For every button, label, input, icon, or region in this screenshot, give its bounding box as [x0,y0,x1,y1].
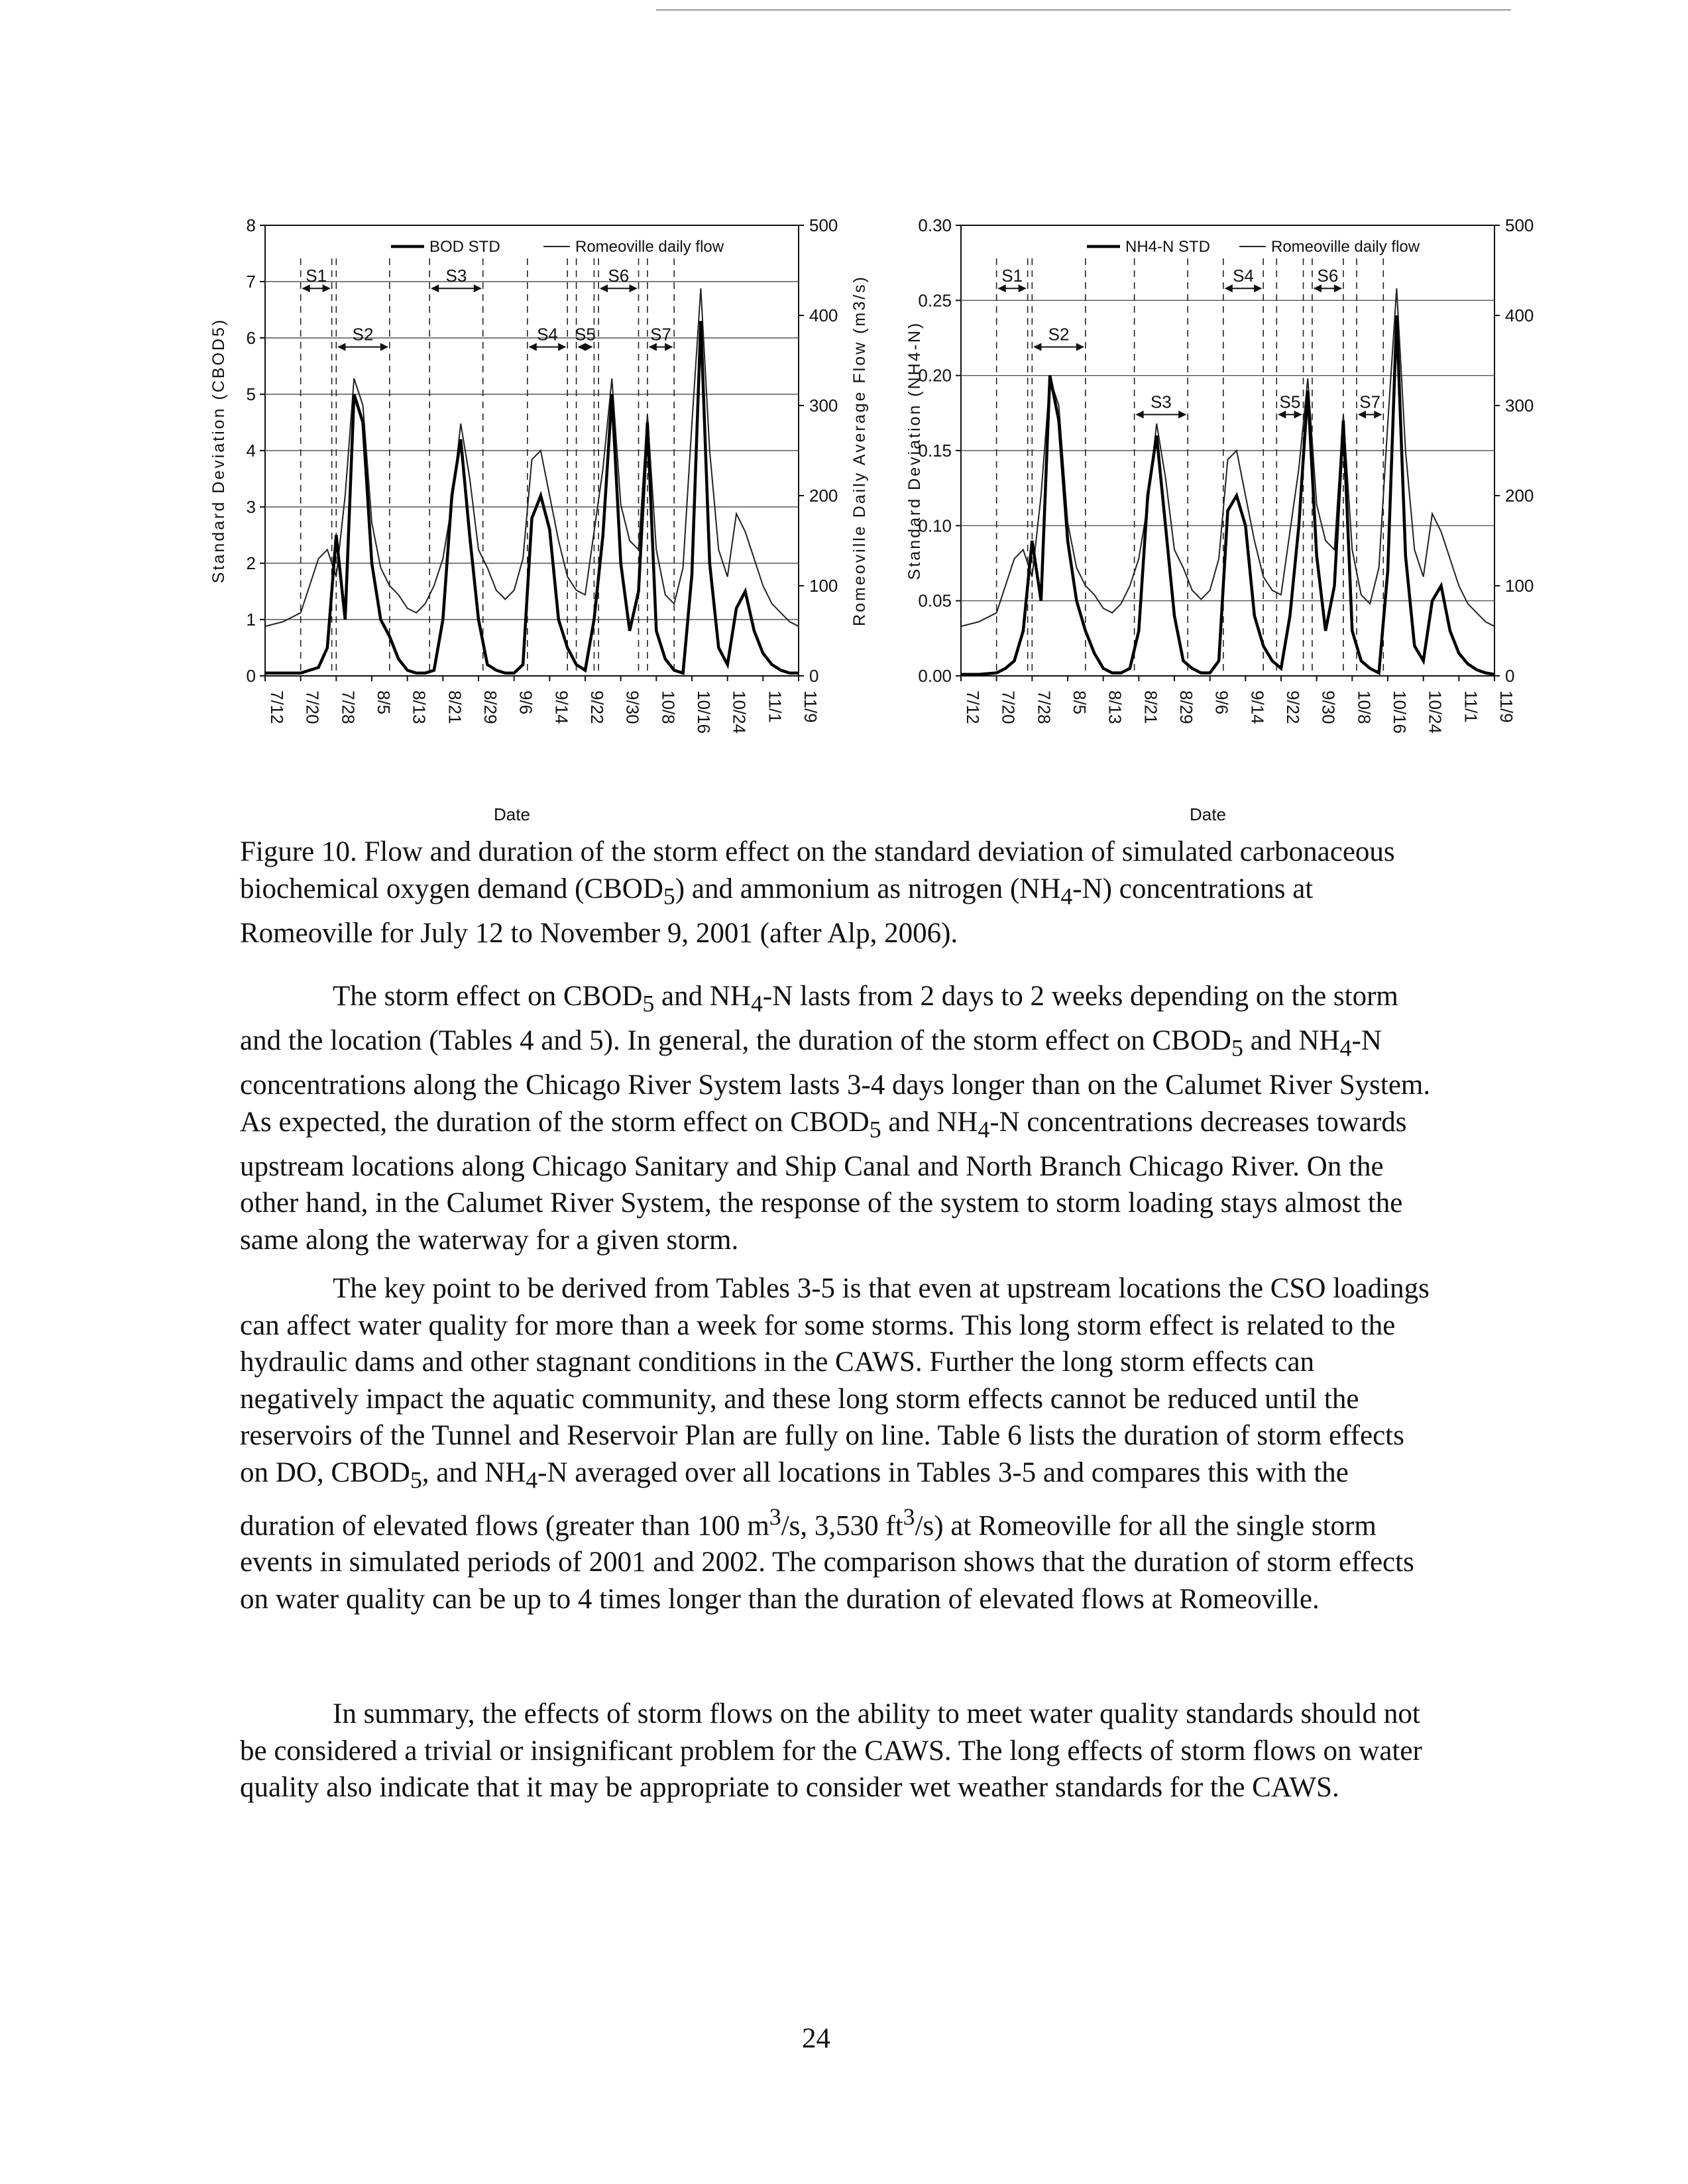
paragraph-1: The storm effect on $CBOD_5$ and $NH_4-N$ lasts from 2 days to 2 weeks depending on the storm and the location (Tables 4 and 5). In general, the duration of the storm effect on $CBOD_5$ and $NH_4-N$ concentrations along the Chicago River System lasts 3-4 days longer than on the Calumet River System. As expected, the duration of the storm effect on $CBOD_5$ and $NH_4-N$ concentrations decreases towards upstream locations along Chicago Sanitary and Ship Canal and North Branch Chicago River. On the other hand, in the Calumet River System, the response of the system to storm loading stays almost the same along the waterway for a given storm. [240,981,1431,1256]
chart-nh4n-svg [895,199,1688,848]
x-tick-label: 10/24 [1425,690,1445,734]
storm-arrow-right [558,343,566,351]
x-tick-label: 11/1 [765,690,785,723]
y-tick-label: 0 [246,666,256,686]
x-tick-label: 9/22 [1283,690,1303,724]
x-tick-label: 9/14 [1247,690,1268,724]
storm-arrow-left [431,284,439,292]
x-tick-label: 11/1 [1461,690,1481,723]
y-tick-label: 1 [246,610,256,629]
x-tick-label: 8/29 [1176,690,1196,724]
storm-label: S7 [1359,392,1381,412]
storm-arrow-left [337,343,345,351]
x-axis-label: Date [1190,804,1226,824]
x-tick-label: 9/22 [587,690,607,724]
legend-label-std: BOD STD [429,238,500,256]
y-tick-label: 6 [246,328,256,348]
y-tick-label: 0.00 [918,666,952,686]
chart-nh4n [895,199,1688,848]
storm-label: S6 [608,266,630,286]
x-tick-label: 11/9 [801,690,820,723]
y2-tick-label: 0 [1505,666,1515,686]
y2-tick-label: 500 [1505,215,1534,235]
y2-tick-label: 200 [809,486,838,506]
x-tick-label: 10/8 [1354,690,1375,724]
y-tick-label: 0.25 [918,290,952,311]
x-tick-label: 9/6 [516,690,536,715]
paragraph-2: The key point to be derived from Tables 3-5 is that even at upstream locations the CSO loadings can affect water quality for more than a week for some storms. This long storm effect is related to the hydraulic dams and other stagnant conditions in the CAWS. Further the long storm effects can negatively impact the aquatic community, and these long storm effects cannot be reduced until the reservoirs of the Tunnel and Reservoir Plan are fully on line. Table 6 lists the duration of storm effects on DO, $CBOD_5$, and $NH_4-N$ averaged over all locations in Tables 3-5 and compares this with the duration of elevated flows (greater than 100 $m^3/s$, 3,530 $ft^3/s$) at Romeoville for all the single storm events in simulated periods of 2001 and 2002. The comparison shows that the duration of storm effects on water quality can be up to 4 times longer than the duration of elevated flows at Romeoville. [240,1273,1430,1615]
x-tick-label: 10/16 [694,690,714,734]
storm-arrow-left [1136,411,1144,419]
y2-tick-label: 100 [1505,576,1534,596]
x-tick-label: 10/16 [1390,690,1410,734]
y-tick-label: 7 [246,272,256,292]
top-rule [656,9,1511,11]
storm-label: S2 [1048,324,1070,345]
storm-arrow-right [474,284,482,292]
x-tick-label: 8/21 [1141,690,1161,724]
storm-arrow-right [630,284,638,292]
y-axis-label: Standard Deviation (NH4-N) [905,321,924,580]
legend-label-flow: Romeoville daily flow [1271,238,1420,256]
series-flow-line [265,288,799,626]
y-tick-label: 0.20 [918,365,952,386]
legend-label-std: NH4-N STD [1125,238,1211,256]
x-tick-label: 7/20 [998,690,1019,724]
x-tick-label: 8/21 [445,690,465,724]
x-tick-label: 8/13 [1105,690,1125,724]
x-tick-label: 9/30 [1318,690,1339,724]
storm-label: S6 [1317,266,1339,286]
storm-label: S5 [1279,392,1301,412]
y-tick-label: 0.15 [918,441,952,461]
page-number: 24 [802,2023,830,2054]
storm-label: S5 [575,324,596,345]
legend-label-flow: Romeoville daily flow [575,238,724,256]
y2-tick-label: 400 [1505,305,1534,325]
x-tick-label: 7/28 [1034,690,1054,724]
x-tick-label: 8/5 [1070,690,1090,715]
storm-label: S7 [650,324,671,345]
y2-tick-label: 400 [809,305,838,325]
y2-tick-label: 300 [1505,396,1534,415]
y-tick-label: 2 [246,553,256,573]
storm-arrow-right [380,343,388,351]
x-tick-label: 10/24 [729,690,750,734]
y2-tick-label: 300 [809,396,838,415]
paragraph-3: In summary, the effects of storm flows on the ability to meet water quality standards should not be considered a trivial or insignificant problem for the CAWS. The long effects of storm flows on water quality also indicate that it may be appropriate to consider wet weather standards for the CAWS. [240,1698,1422,1803]
x-tick-label: 11/9 [1496,690,1516,723]
x-tick-label: 8/5 [374,690,394,715]
storm-arrow-right [1076,343,1084,351]
x-axis-label: Date [494,804,530,824]
storm-label: S2 [352,324,374,345]
y2-tick-label: 100 [809,576,838,596]
storm-label: S1 [1001,266,1023,286]
y-tick-label: 0.05 [918,590,952,611]
x-tick-label: 9/14 [551,690,572,724]
y2-tick-label: 0 [809,666,819,686]
y-tick-label: 3 [246,497,256,517]
y-tick-label: 5 [246,384,256,404]
chart-cbod5-svg [199,199,994,848]
y-tick-label: 0.30 [918,215,952,235]
x-tick-label: 7/12 [963,690,983,724]
chart-cbod5 [199,199,994,848]
x-tick-label: 9/30 [622,690,643,724]
storm-arrow-right [1254,284,1262,292]
x-tick-label: 7/12 [267,690,287,724]
storm-label: S4 [537,324,558,345]
storm-arrow-right [1178,411,1186,419]
x-tick-label: 8/29 [480,690,500,724]
y2-tick-label: 500 [809,215,838,235]
storm-label: S3 [1150,392,1172,412]
y2-axis-label: Romeoville Daily Average Flow (m3/s) [850,275,869,626]
y-tick-label: 0.10 [918,516,952,536]
y-tick-label: 4 [246,441,256,461]
y-tick-label: 8 [246,215,256,235]
figure-caption: Figure 10. Flow and duration of the storm effect on the standard deviation of simulated carbonaceous biochemical oxygen demand $(CBOD_5)$ and ammonium as nitrogen $(NH_4-N)$ concentrations at Romeoville for July 12 to November 9, 2001 (after Alp, 2006). [240,836,1395,949]
storm-arrow-left [529,343,537,351]
x-tick-label: 9/6 [1211,690,1232,715]
storm-arrow-left [600,284,608,292]
storm-label: S1 [306,266,327,286]
storm-label: S4 [1233,266,1254,286]
storm-arrow-left [1225,284,1233,292]
x-tick-label: 7/28 [338,690,359,724]
storm-label: S3 [445,266,467,286]
y2-tick-label: 200 [1505,486,1534,506]
x-tick-label: 8/13 [409,690,429,724]
x-tick-label: 10/8 [658,690,679,724]
storm-arrow-left [1033,343,1041,351]
x-tick-label: 7/20 [302,690,323,724]
y-axis-label: Standard Deviation (CBOD5) [209,317,228,584]
